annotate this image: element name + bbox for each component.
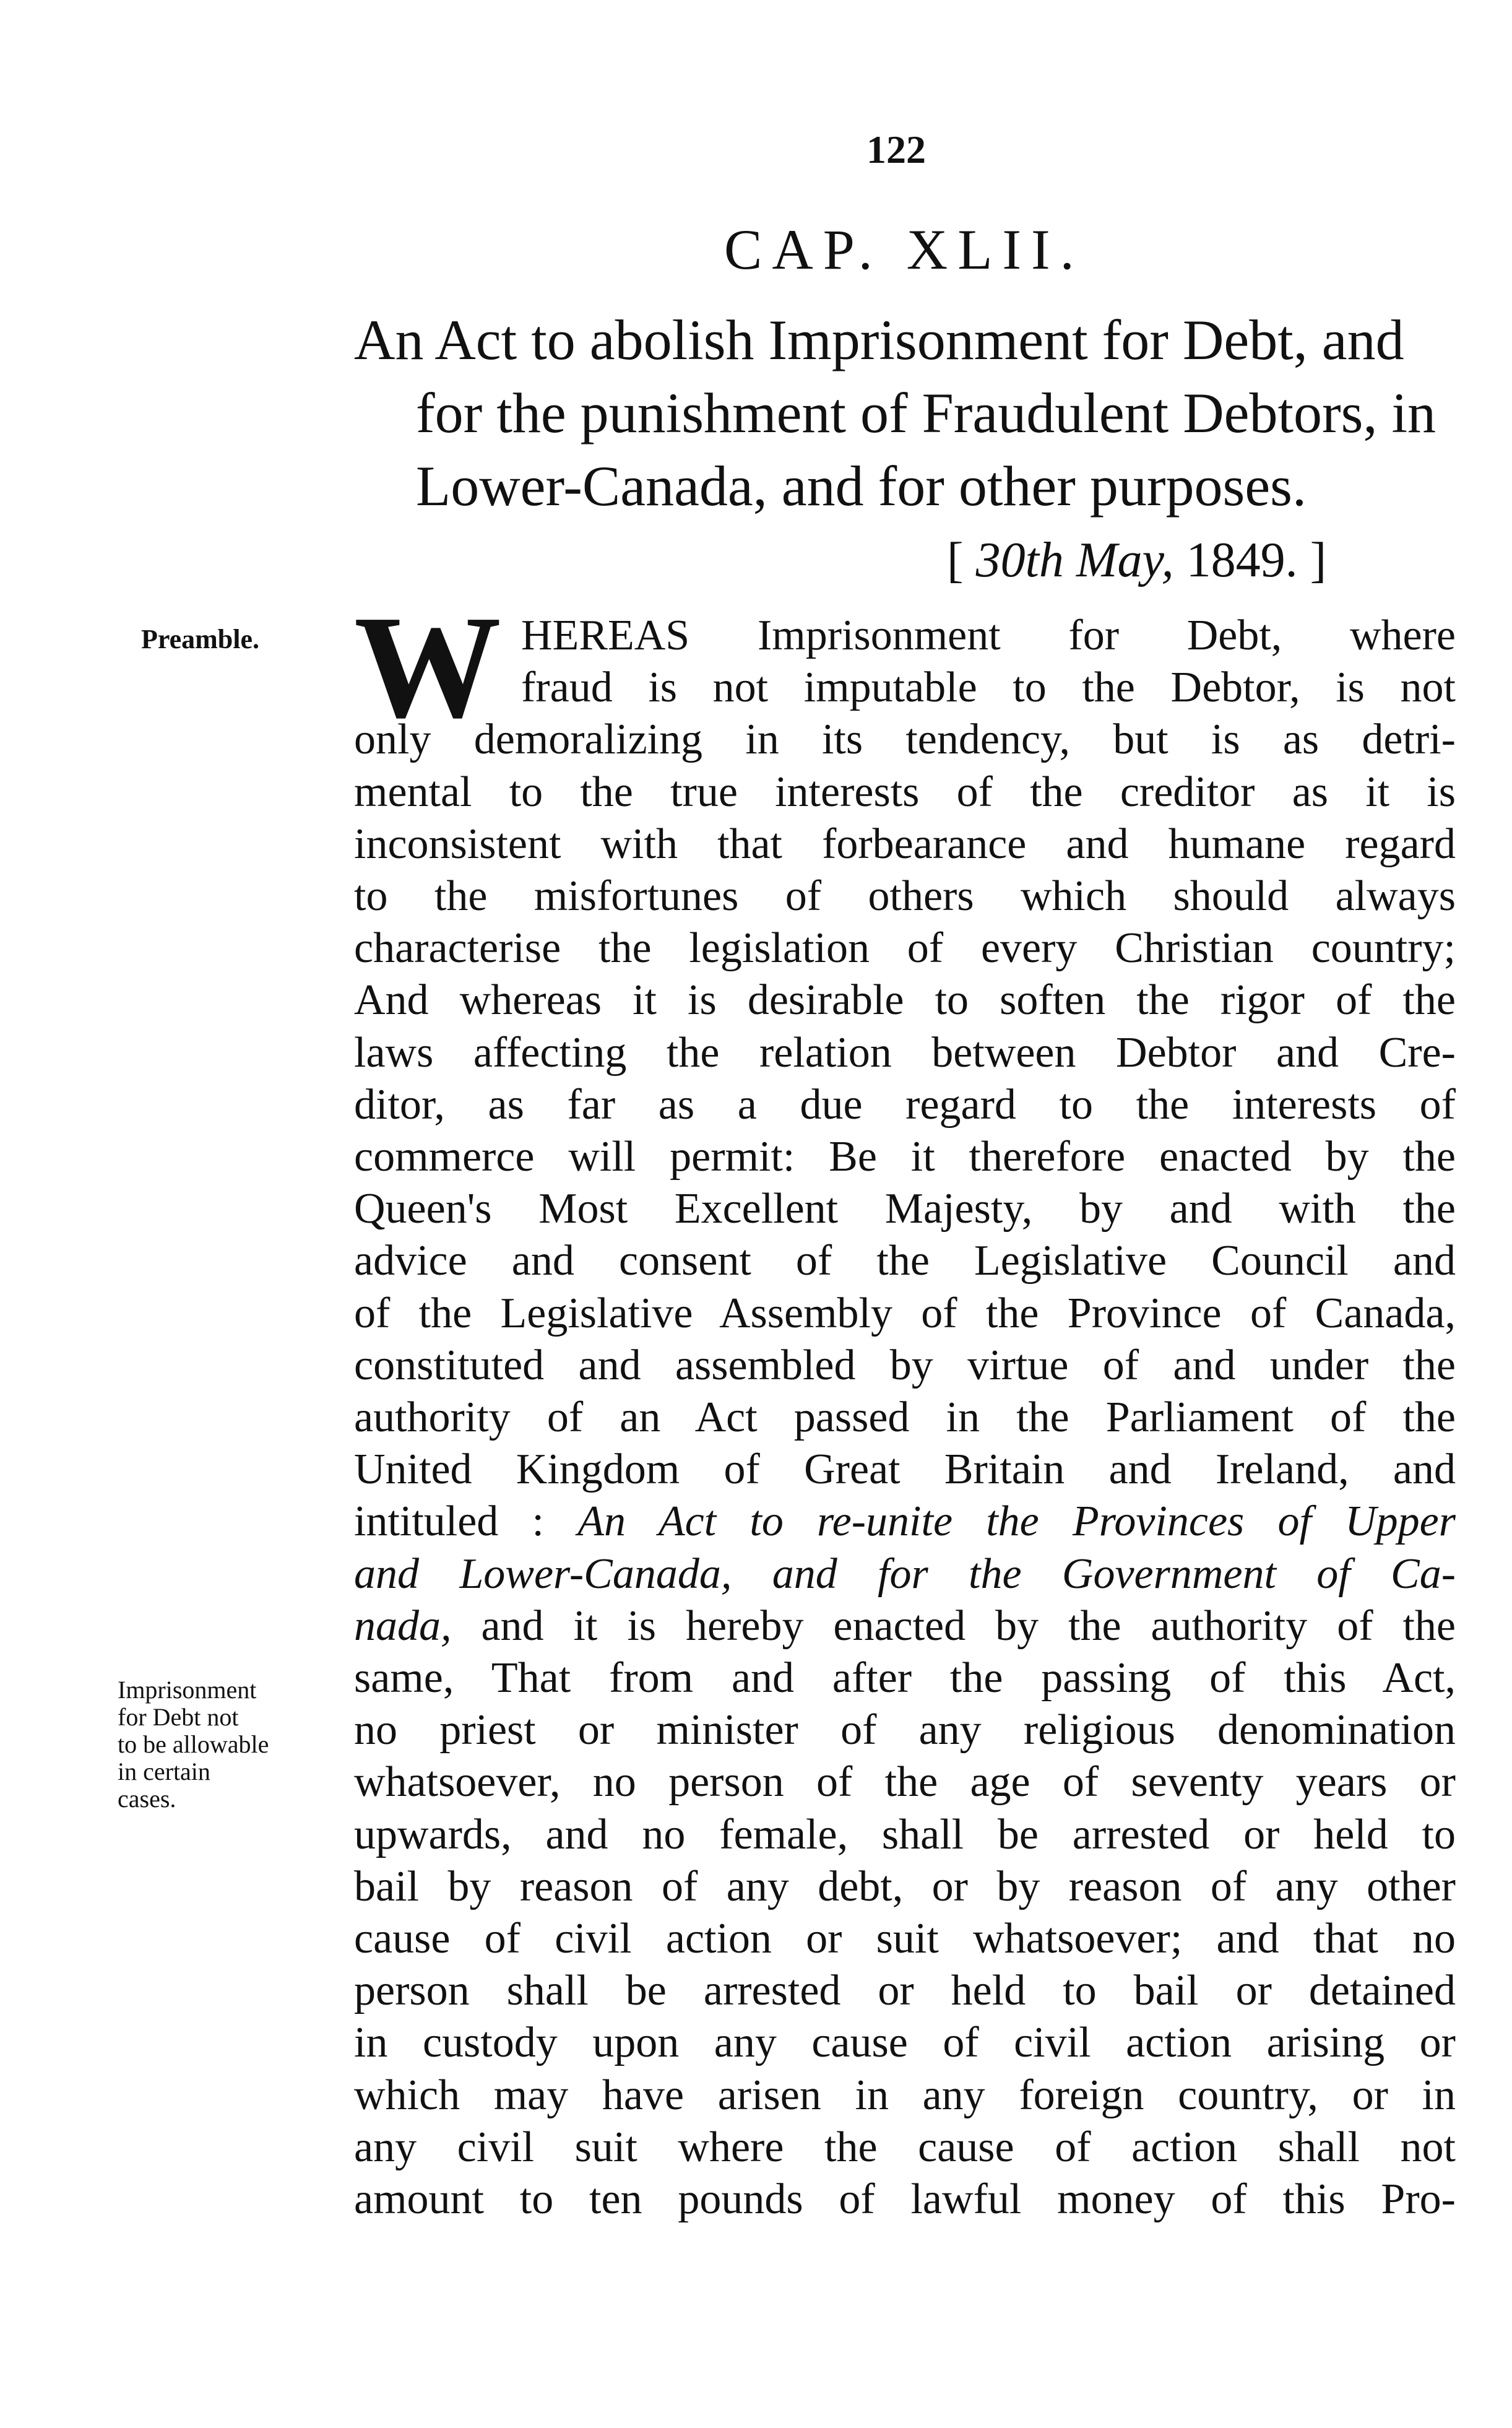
act-reference-italic: nada, [354, 1602, 452, 1650]
body-line: upwards, and no female, shall be arrested or held to [354, 1810, 1456, 1858]
body-line: characterise the legislation of every Christian country; [354, 924, 1456, 973]
body-line: cause of civil action or suit whatsoever; and that no [354, 1915, 1456, 1963]
act-title-line: An Act to abolish Imprisonment for Debt, and [354, 308, 1404, 371]
body-line: person shall be arrested or held to bail or detained [354, 1967, 1456, 2015]
body-line: Queen's Most Excellent Majesty, by and with the [354, 1185, 1456, 1233]
body-line [354, 1548, 1456, 1600]
margin-note-line: for Debt not [118, 1703, 239, 1731]
body-text-segment: and it is hereby enacted by the authority of the [451, 1602, 1456, 1650]
body-line: commerce will permit: Be it therefore enacted by the [354, 1133, 1456, 1181]
body-line: of the Legislative Assembly of the Province of Canada, [354, 1289, 1456, 1337]
body-line: United Kingdom of Great Britain and Ireland, and [354, 1446, 1456, 1494]
page-number: 122 [866, 128, 926, 171]
body-line: any civil suit where the cause of action shall not [354, 2123, 1456, 2171]
chapter-heading: CAP. XLII. [724, 218, 1084, 281]
body-line: bail by reason of any debt, or by reason of any other [354, 1862, 1456, 1910]
body-line: in custody upon any cause of civil action arising or [354, 2019, 1456, 2067]
body-line [354, 1496, 1456, 1548]
body-text-segment: intituled : [354, 1498, 578, 1546]
preamble-body [354, 610, 1456, 2226]
act-title [354, 303, 1468, 522]
body-line: which may have arisen in any foreign country, or in [354, 2071, 1456, 2119]
enactment-date [947, 532, 1326, 589]
drop-cap: W [354, 586, 501, 748]
margin-note-line: in certain [118, 1758, 210, 1785]
body-line: only demoralizing in its tendency, but is as detri- [354, 716, 1456, 764]
act-title-line: for the punishment of Fraudulent Debtors, in [416, 381, 1436, 444]
body-line: HEREAS Imprisonment for Debt, where [521, 612, 1456, 659]
body-line: whatsoever, no person of the age of seventy years or [354, 1758, 1456, 1806]
act-reference-italic: and Lower-Canada, and for the Government of Ca- [354, 1550, 1456, 1598]
date-close-bracket: ] [1310, 533, 1327, 587]
margin-note-preamble: Preamble. [141, 624, 260, 654]
act-title-line: Lower-Canada, and for other purposes. [416, 454, 1307, 518]
body-line: ditor, as far as a due regard to the interests of [354, 1080, 1456, 1129]
body-line: laws affecting the relation between Debtor and Cre- [354, 1028, 1456, 1077]
body-line: to the misfortunes of others which should always [354, 872, 1456, 921]
body-line: And whereas it is desirable to soften the rigor of the [354, 976, 1456, 1025]
body-line: inconsistent with that forbearance and humane regard [354, 820, 1456, 868]
date-open-bracket: [ [947, 533, 964, 587]
date-year: 1849. [1186, 533, 1298, 587]
body-line: amount to ten pounds of lawful money of this Pro- [354, 2175, 1456, 2224]
body-line [354, 1600, 1456, 1652]
body-line: no priest or minister of any religious denomination [354, 1706, 1456, 1754]
body-line: authority of an Act passed in the Parliament of the [354, 1394, 1456, 1442]
date-day-month: 30th May, [975, 533, 1174, 587]
body-line: same, That from and after the passing of this Act, [354, 1654, 1456, 1702]
body-line: advice and consent of the Legislative Council and [354, 1237, 1456, 1285]
margin-note-imprisonment [118, 1676, 340, 1813]
act-reference-italic: An Act to re-unite the Provinces of Upper [577, 1498, 1456, 1546]
body-line: constituted and assembled by virtue of and under the [354, 1341, 1456, 1389]
margin-note-line: Imprisonment [118, 1676, 257, 1704]
margin-note-line: cases. [118, 1785, 176, 1813]
body-line: mental to the true interests of the creditor as it is [354, 768, 1456, 816]
margin-note-line: to be allowable [118, 1730, 269, 1758]
body-line: fraud is not imputable to the Debtor, is not [521, 664, 1456, 712]
